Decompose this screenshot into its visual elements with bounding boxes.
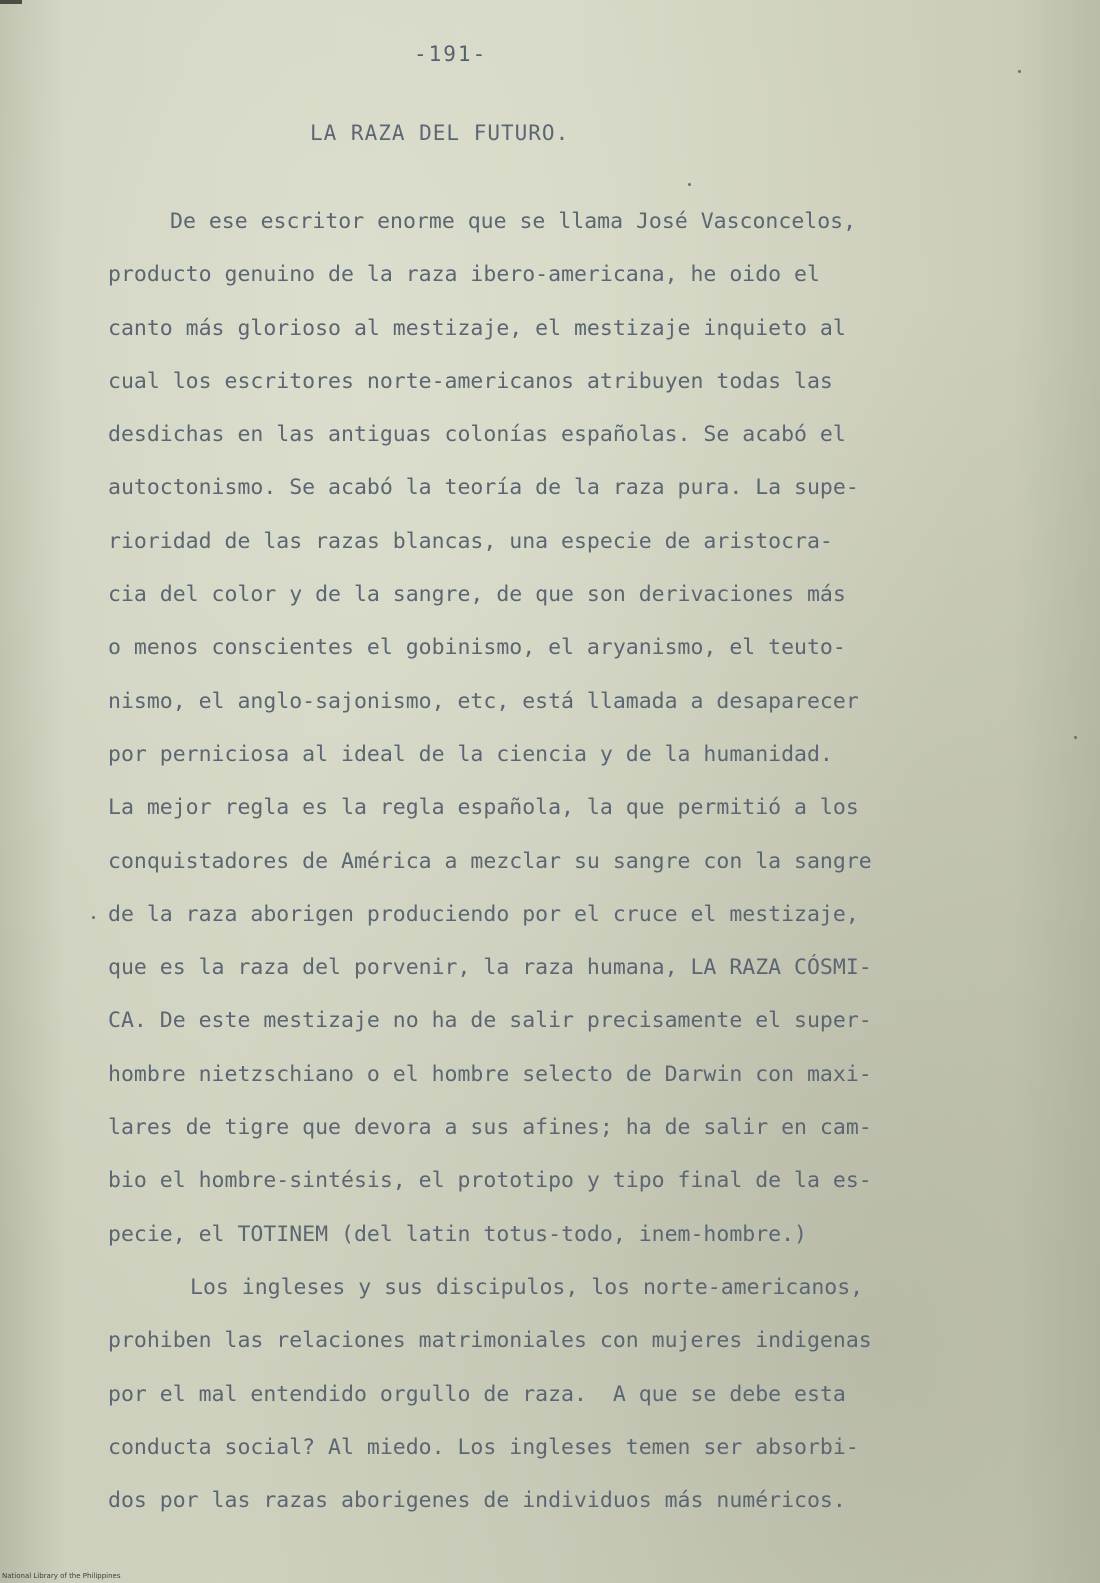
text-line: autoctonismo. Se acabó la teoría de la raza pura. La supe- [108, 475, 859, 501]
paper-speck [1018, 70, 1021, 73]
text-line: Los ingleses y sus discipulos, los norte-americanos, [190, 1274, 864, 1300]
text-line: conducta social? Al miedo. Los ingleses temen ser absorbi- [108, 1434, 859, 1460]
text-line: pecie, el TOTINEM (del latin totus-todo, inem-hombre.) [108, 1221, 807, 1247]
text-line: que es la raza del porvenir, la raza humana, LA RAZA CÓSMI- [108, 955, 872, 981]
text-line: La mejor regla es la regla española, la que permitió a los [108, 795, 859, 821]
text-line: prohiben las relaciones matrimoniales con mujeres indigenas [108, 1328, 872, 1354]
body-text [108, 195, 1043, 1527]
text-line: cual los escritores norte-americanos atribuyen todas las [108, 368, 833, 394]
text-line: lares de tigre que devora a sus afines; ha de salir en cam- [108, 1115, 872, 1141]
text-line: canto más glorioso al mestizaje, el mestizaje inquieto al [108, 315, 846, 341]
library-footer: National Library of the Philippines [2, 1572, 121, 1580]
text-line: dos por las razas aborigenes de individuos más numéricos. [108, 1488, 846, 1514]
paper-speck [92, 916, 95, 919]
text-line: conquistadores de América a mezclar su sangre con la sangre [108, 848, 872, 874]
text-line: De ese escritor enorme que se llama José Vasconcelos, [170, 209, 857, 234]
paper-speck [1074, 736, 1077, 739]
text-line: rioridad de las razas blancas, una especie de aristocra- [108, 528, 833, 554]
page-number: -191- [414, 42, 488, 66]
paper-speck [688, 183, 691, 186]
text-line: por perniciosa al ideal de la ciencia y de la humanidad. [108, 741, 833, 767]
text-line: producto genuino de la raza ibero-americana, he oido el [108, 262, 820, 288]
text-line: bio el hombre-sintésis, el prototipo y tipo final de la es- [108, 1168, 872, 1194]
text-line: de la raza aborigen produciendo por el cruce el mestizaje, [108, 901, 859, 927]
text-line: hombre nietzschiano o el hombre selecto de Darwin con maxi- [108, 1061, 872, 1087]
text-line: nismo, el anglo-sajonismo, etc, está llamada a desaparecer [108, 688, 859, 714]
text-line: o menos conscientes el gobinismo, el aryanismo, el teuto- [108, 635, 846, 661]
text-line: CA. De este mestizaje no ha de salir precisamente el super- [108, 1008, 872, 1034]
text-line: por el mal entendido orgullo de raza. A que se debe esta [108, 1381, 846, 1407]
text-line: cia del color y de la sangre, de que son derivaciones más [108, 582, 846, 608]
text-line: desdichas en las antiguas colonías españolas. Se acabó el [108, 422, 846, 448]
document-title: LA RAZA DEL FUTURO. [310, 121, 570, 145]
corner-mark [0, 0, 22, 4]
